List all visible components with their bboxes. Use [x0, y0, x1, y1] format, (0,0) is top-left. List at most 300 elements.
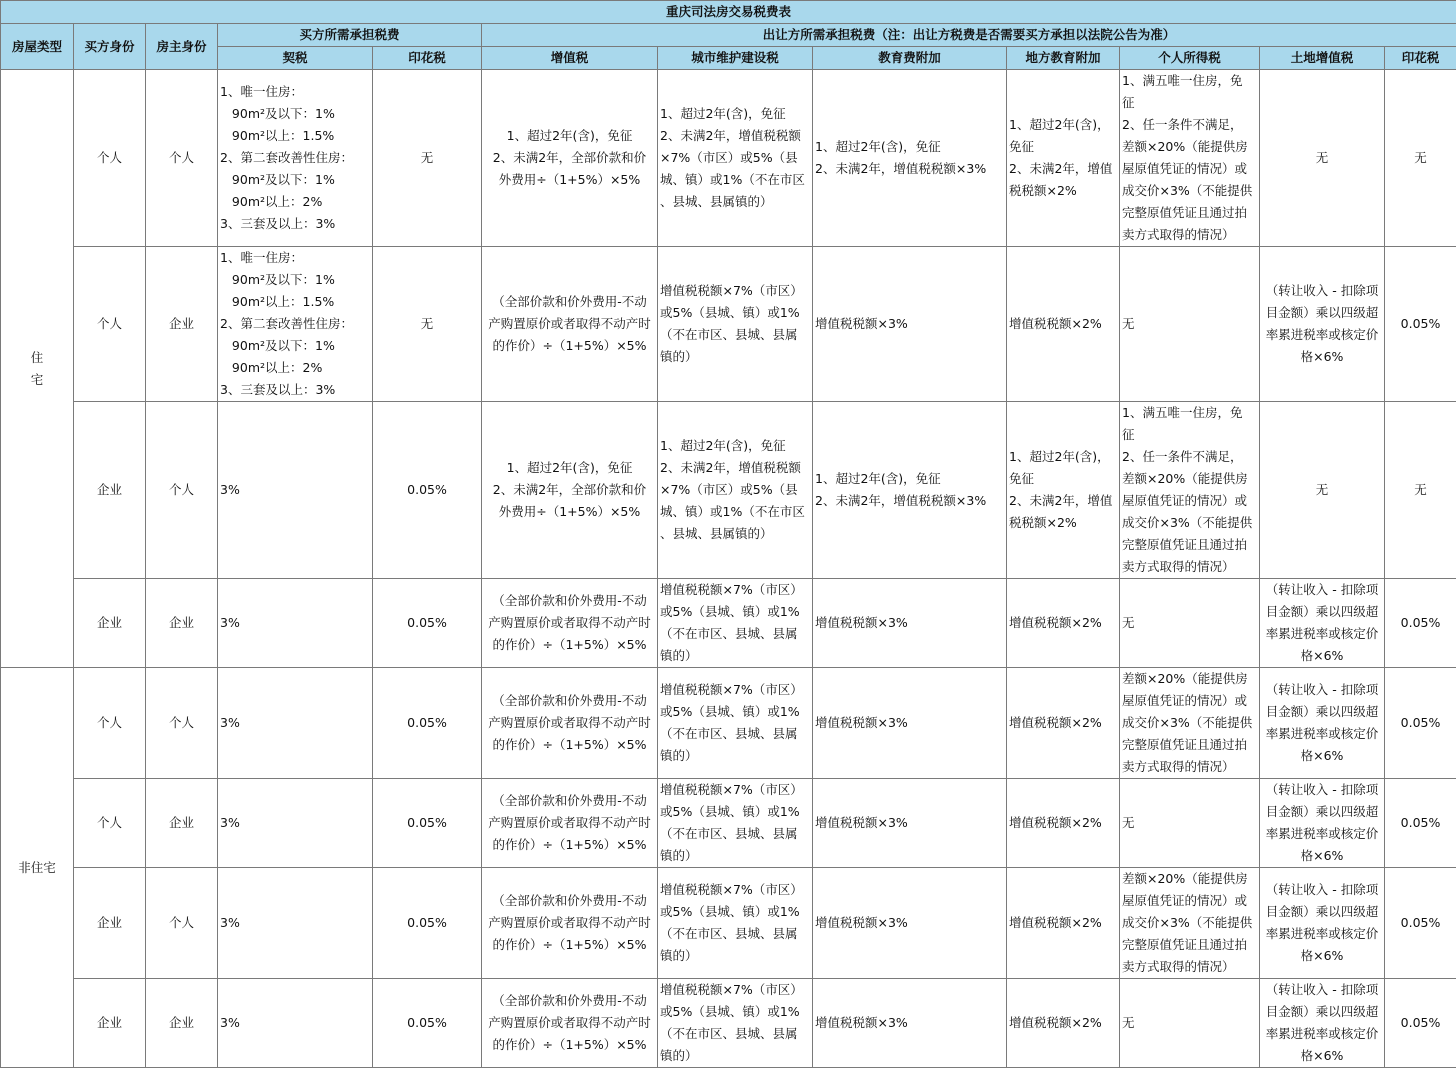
cell-line: 无: [1122, 612, 1257, 634]
cell-line: 2、未满2年，增值税税额: [660, 457, 810, 479]
edu-surcharge-cell: [813, 70, 1007, 247]
cell-line: 个人: [148, 712, 215, 734]
cell-line: ×7%（市区）或5%（县: [660, 147, 810, 169]
cell-line: 0.05%: [1387, 1012, 1454, 1034]
cell-line: （转让收入 - 扣除项: [1262, 579, 1382, 601]
header-buyer-taxes: 买方所需承担税费: [218, 24, 482, 47]
cell-line: 屋原值凭证的情况）或: [1122, 158, 1257, 180]
edu-surcharge-cell: [813, 779, 1007, 868]
cell-line: 1、超过2年(含)，免征: [660, 103, 810, 125]
owner-identity-cell: [146, 868, 218, 979]
cell-line: 征: [1122, 424, 1257, 446]
cell-line: 的作价）÷（1+5%）×5%: [484, 1034, 655, 1056]
cell-line: （不在市区、县城、县属: [660, 324, 810, 346]
header-edu-surcharge: 教育费附加: [813, 47, 1007, 70]
cell-line: 成交价×3%（不能提供: [1122, 512, 1257, 534]
table-row: [1, 868, 1456, 979]
cell-line: 增值税税额×2%: [1009, 313, 1117, 335]
urban-tax-cell: [658, 402, 813, 579]
stamp-tax-buyer-cell: [373, 979, 482, 1068]
cell-line: 增值税税额×7%（市区）: [660, 579, 810, 601]
cell-line: 无: [1122, 313, 1257, 335]
cell-line: 无: [1387, 479, 1454, 501]
cell-line: 3%: [220, 1012, 370, 1034]
cell-line: 屋原值凭证的情况）或: [1122, 690, 1257, 712]
cell-line: 2、未满2年，增值: [1009, 158, 1117, 180]
buyer-identity-cell: [74, 402, 146, 579]
cell-line: 企业: [148, 313, 215, 335]
urban-tax-cell: [658, 868, 813, 979]
cell-line: 1、唯一住房：: [220, 81, 370, 103]
cell-line: 无: [1387, 147, 1454, 169]
cell-line: 3%: [220, 812, 370, 834]
cell-line: 目金额）乘以四级超: [1262, 801, 1382, 823]
cell-line: 产购置原价或者取得不动产时: [484, 313, 655, 335]
local-edu-cell: [1007, 868, 1120, 979]
table-title: 重庆司法房交易税费表: [1, 1, 1456, 24]
deed-tax-cell: [218, 668, 373, 779]
header-stamp-tax-seller: 印花税: [1385, 47, 1456, 70]
header-vat: 增值税: [482, 47, 658, 70]
cell-line: 0.05%: [1387, 612, 1454, 634]
income-tax-cell: [1120, 668, 1260, 779]
cell-line: 格×6%: [1262, 645, 1382, 667]
cell-line: 90m²及以下：1%: [220, 269, 370, 291]
cell-line: 3%: [220, 479, 370, 501]
cell-line: 增值税税额×7%（市区）: [660, 979, 810, 1001]
cell-line: 0.05%: [375, 1012, 479, 1034]
cell-line: 0.05%: [375, 712, 479, 734]
cell-line: 2、未满2年，增值税税额: [660, 125, 810, 147]
cell-line: 卖方式取得的情况）: [1122, 756, 1257, 778]
owner-identity-cell: [146, 779, 218, 868]
cell-line: 税税额×2%: [1009, 512, 1117, 534]
urban-tax-cell: [658, 70, 813, 247]
cell-line: 增值税税额×3%: [815, 612, 1004, 634]
cell-line: 企业: [148, 1012, 215, 1034]
local-edu-cell: [1007, 668, 1120, 779]
cell-line: 个人: [76, 712, 143, 734]
cell-line: 1、超过2年(含)，免征: [815, 136, 1004, 158]
header-income-tax: 个人所得税: [1120, 47, 1260, 70]
cell-line: （全部价款和价外费用-不动: [484, 291, 655, 313]
deed-tax-cell: [218, 247, 373, 402]
table-row: [1, 979, 1456, 1068]
cell-line: 的作价）÷（1+5%）×5%: [484, 335, 655, 357]
cell-line: 外费用÷（1+5%）×5%: [484, 501, 655, 523]
table-row: [1, 668, 1456, 779]
cell-line: 免征: [1009, 468, 1117, 490]
cell-line: 90m²以上：1.5%: [220, 291, 370, 313]
cell-line: 1、超过2年(含)，: [1009, 114, 1117, 136]
cell-line: 2、未满2年，全部价款和价: [484, 479, 655, 501]
cell-line: 90m²及以下：1%: [220, 169, 370, 191]
cell-line: 90m²以上：2%: [220, 191, 370, 213]
cell-line: 0.05%: [375, 479, 479, 501]
cell-line: 率累进税率或核定价: [1262, 723, 1382, 745]
land-vat-cell: [1260, 779, 1385, 868]
buyer-identity-cell: [74, 779, 146, 868]
edu-surcharge-cell: [813, 247, 1007, 402]
cell-line: 成交价×3%（不能提供: [1122, 712, 1257, 734]
table-row: [1, 247, 1456, 402]
vat-cell: [482, 247, 658, 402]
cell-line: 0.05%: [375, 812, 479, 834]
cell-line: 的作价）÷（1+5%）×5%: [484, 734, 655, 756]
table-row: [1, 402, 1456, 579]
cell-line: 外费用÷（1+5%）×5%: [484, 169, 655, 191]
cell-line: （不在市区、县城、县属: [660, 823, 810, 845]
group-non-residential: [1, 668, 74, 1068]
cell-line: 产购置原价或者取得不动产时: [484, 912, 655, 934]
buyer-identity-cell: [74, 979, 146, 1068]
cell-line: 格×6%: [1262, 346, 1382, 368]
cell-line: 镇的）: [660, 745, 810, 767]
vat-cell: [482, 70, 658, 247]
cell-line: 90m²及以下：1%: [220, 103, 370, 125]
cell-line: 屋原值凭证的情况）或: [1122, 890, 1257, 912]
cell-line: 完整原值凭证且通过拍: [1122, 934, 1257, 956]
land-vat-cell: [1260, 868, 1385, 979]
cell-line: 企业: [76, 612, 143, 634]
cell-line: 2、第二套改善性住房：: [220, 313, 370, 335]
cell-line: 差额×20%（能提供房: [1122, 468, 1257, 490]
owner-identity-cell: [146, 247, 218, 402]
cell-line: 率累进税率或核定价: [1262, 823, 1382, 845]
cell-line: 率累进税率或核定价: [1262, 1023, 1382, 1045]
cell-line: 城、镇）或1%（不在市区: [660, 501, 810, 523]
cell-line: 0.05%: [1387, 912, 1454, 934]
cell-line: 住: [3, 347, 71, 369]
edu-surcharge-cell: [813, 402, 1007, 579]
cell-line: 目金额）乘以四级超: [1262, 901, 1382, 923]
header-buyer-identity: 买方身份: [74, 24, 146, 70]
land-vat-cell: [1260, 579, 1385, 668]
stamp-tax-seller-cell: [1385, 70, 1456, 247]
urban-tax-cell: [658, 979, 813, 1068]
vat-cell: [482, 579, 658, 668]
cell-line: 或5%（县城、镇）或1%: [660, 901, 810, 923]
cell-line: 格×6%: [1262, 845, 1382, 867]
land-vat-cell: [1260, 70, 1385, 247]
cell-line: 或5%（县城、镇）或1%: [660, 601, 810, 623]
cell-line: 完整原值凭证且通过拍: [1122, 534, 1257, 556]
cell-line: 90m²以上：2%: [220, 357, 370, 379]
land-vat-cell: [1260, 402, 1385, 579]
header-seller-taxes: 出让方所需承担税费（注：出让方税费是否需要买方承担以法院公告为准）: [482, 24, 1456, 47]
cell-line: 增值税税额×7%（市区）: [660, 679, 810, 701]
cell-line: 2、任一条件不满足，: [1122, 446, 1257, 468]
income-tax-cell: [1120, 402, 1260, 579]
cell-line: 1、满五唯一住房，免: [1122, 402, 1257, 424]
cell-line: （转让收入 - 扣除项: [1262, 979, 1382, 1001]
cell-line: 成交价×3%（不能提供: [1122, 912, 1257, 934]
cell-line: 2、未满2年，全部价款和价: [484, 147, 655, 169]
edu-surcharge-cell: [813, 868, 1007, 979]
cell-line: 格×6%: [1262, 745, 1382, 767]
urban-tax-cell: [658, 668, 813, 779]
header-owner-identity: 房主身份: [146, 24, 218, 70]
cell-line: 无: [1122, 812, 1257, 834]
buyer-identity-cell: [74, 70, 146, 247]
cell-line: 卖方式取得的情况）: [1122, 956, 1257, 978]
cell-line: 增值税税额×3%: [815, 712, 1004, 734]
edu-surcharge-cell: [813, 979, 1007, 1068]
cell-line: （全部价款和价外费用-不动: [484, 690, 655, 712]
deed-tax-cell: [218, 579, 373, 668]
cell-line: （全部价款和价外费用-不动: [484, 790, 655, 812]
cell-line: 率累进税率或核定价: [1262, 923, 1382, 945]
cell-line: 、县城、县属镇的）: [660, 191, 810, 213]
cell-line: 个人: [148, 479, 215, 501]
cell-line: 镇的）: [660, 346, 810, 368]
cell-line: （转让收入 - 扣除项: [1262, 879, 1382, 901]
cell-line: 屋原值凭证的情况）或: [1122, 490, 1257, 512]
income-tax-cell: [1120, 247, 1260, 402]
stamp-tax-buyer-cell: [373, 868, 482, 979]
group-residential: [1, 70, 74, 668]
header-land-vat: 土地增值税: [1260, 47, 1385, 70]
local-edu-cell: [1007, 402, 1120, 579]
cell-line: 个人: [76, 812, 143, 834]
cell-line: 0.05%: [375, 612, 479, 634]
cell-line: 3、三套及以上：3%: [220, 379, 370, 401]
cell-line: 个人: [148, 147, 215, 169]
deed-tax-cell: [218, 402, 373, 579]
cell-line: （转让收入 - 扣除项: [1262, 280, 1382, 302]
local-edu-cell: [1007, 979, 1120, 1068]
cell-line: 90m²及以下：1%: [220, 335, 370, 357]
income-tax-cell: [1120, 779, 1260, 868]
buyer-identity-cell: [74, 247, 146, 402]
cell-line: 增值税税额×3%: [815, 912, 1004, 934]
stamp-tax-seller-cell: [1385, 779, 1456, 868]
cell-line: 2、任一条件不满足，: [1122, 114, 1257, 136]
cell-line: 个人: [76, 313, 143, 335]
table-row: [1, 70, 1456, 247]
cell-line: 增值税税额×3%: [815, 1012, 1004, 1034]
cell-line: 无: [1262, 479, 1382, 501]
cell-line: 企业: [76, 1012, 143, 1034]
local-edu-cell: [1007, 579, 1120, 668]
deed-tax-cell: [218, 779, 373, 868]
local-edu-cell: [1007, 247, 1120, 402]
cell-line: 增值税税额×7%（市区）: [660, 280, 810, 302]
cell-line: 1、超过2年(含)，免征: [660, 435, 810, 457]
cell-line: 1、超过2年(含)，免征: [484, 457, 655, 479]
cell-line: （全部价款和价外费用-不动: [484, 890, 655, 912]
cell-line: 的作价）÷（1+5%）×5%: [484, 834, 655, 856]
income-tax-cell: [1120, 70, 1260, 247]
stamp-tax-seller-cell: [1385, 868, 1456, 979]
land-vat-cell: [1260, 979, 1385, 1068]
cell-line: 增值税税额×2%: [1009, 612, 1117, 634]
urban-tax-cell: [658, 779, 813, 868]
table-row: [1, 779, 1456, 868]
cell-line: 增值税税额×2%: [1009, 1012, 1117, 1034]
cell-line: 增值税税额×2%: [1009, 712, 1117, 734]
cell-line: 目金额）乘以四级超: [1262, 302, 1382, 324]
deed-tax-cell: [218, 868, 373, 979]
cell-line: 目金额）乘以四级超: [1262, 601, 1382, 623]
owner-identity-cell: [146, 402, 218, 579]
cell-line: 产购置原价或者取得不动产时: [484, 1012, 655, 1034]
cell-line: 产购置原价或者取得不动产时: [484, 612, 655, 634]
cell-line: 无: [375, 313, 479, 335]
cell-line: 0.05%: [375, 912, 479, 934]
cell-line: 3%: [220, 912, 370, 934]
cell-line: 0.05%: [1387, 712, 1454, 734]
cell-line: 企业: [148, 612, 215, 634]
cell-line: 的作价）÷（1+5%）×5%: [484, 934, 655, 956]
stamp-tax-seller-cell: [1385, 668, 1456, 779]
cell-line: （全部价款和价外费用-不动: [484, 590, 655, 612]
cell-line: （转让收入 - 扣除项: [1262, 779, 1382, 801]
cell-line: 率累进税率或核定价: [1262, 623, 1382, 645]
cell-line: 1、超过2年(含)，: [1009, 446, 1117, 468]
cell-line: 2、未满2年，增值: [1009, 490, 1117, 512]
stamp-tax-buyer-cell: [373, 70, 482, 247]
vat-cell: [482, 868, 658, 979]
cell-line: ×7%（市区）或5%（县: [660, 479, 810, 501]
buyer-identity-cell: [74, 579, 146, 668]
cell-line: 增值税税额×7%（市区）: [660, 779, 810, 801]
cell-line: 0.05%: [1387, 313, 1454, 335]
cell-line: 镇的）: [660, 845, 810, 867]
cell-line: 企业: [76, 912, 143, 934]
cell-line: （不在市区、县城、县属: [660, 623, 810, 645]
cell-line: 1、超过2年(含)，免征: [815, 468, 1004, 490]
edu-surcharge-cell: [813, 668, 1007, 779]
edu-surcharge-cell: [813, 579, 1007, 668]
stamp-tax-buyer-cell: [373, 402, 482, 579]
cell-line: 或5%（县城、镇）或1%: [660, 302, 810, 324]
cell-line: 城、镇）或1%（不在市区: [660, 169, 810, 191]
land-vat-cell: [1260, 668, 1385, 779]
cell-line: 格×6%: [1262, 945, 1382, 967]
cell-line: 差额×20%（能提供房: [1122, 668, 1257, 690]
cell-line: 无: [1262, 147, 1382, 169]
table-row: [1, 579, 1456, 668]
cell-line: 企业: [148, 812, 215, 834]
stamp-tax-buyer-cell: [373, 579, 482, 668]
cell-line: 1、唯一住房：: [220, 247, 370, 269]
vat-cell: [482, 402, 658, 579]
income-tax-cell: [1120, 579, 1260, 668]
header-local-edu: 地方教育附加: [1007, 47, 1120, 70]
stamp-tax-buyer-cell: [373, 247, 482, 402]
stamp-tax-buyer-cell: [373, 668, 482, 779]
cell-line: 1、满五唯一住房，免: [1122, 70, 1257, 92]
cell-line: 镇的）: [660, 1045, 810, 1067]
cell-line: 3%: [220, 712, 370, 734]
cell-line: 2、第二套改善性住房：: [220, 147, 370, 169]
cell-line: 90m²以上：1.5%: [220, 125, 370, 147]
cell-line: 1、超过2年(含)，免征: [484, 125, 655, 147]
income-tax-cell: [1120, 979, 1260, 1068]
cell-line: 无: [375, 147, 479, 169]
local-edu-cell: [1007, 779, 1120, 868]
buyer-identity-cell: [74, 668, 146, 779]
cell-line: 征: [1122, 92, 1257, 114]
cell-line: 完整原值凭证且通过拍: [1122, 734, 1257, 756]
cell-line: 个人: [148, 912, 215, 934]
stamp-tax-seller-cell: [1385, 402, 1456, 579]
header-house-type: 房屋类型: [1, 24, 74, 70]
cell-line: 、县城、县属镇的）: [660, 523, 810, 545]
land-vat-cell: [1260, 247, 1385, 402]
deed-tax-cell: [218, 979, 373, 1068]
cell-line: （不在市区、县城、县属: [660, 923, 810, 945]
cell-line: 镇的）: [660, 645, 810, 667]
cell-line: 产购置原价或者取得不动产时: [484, 812, 655, 834]
cell-line: 目金额）乘以四级超: [1262, 701, 1382, 723]
cell-line: 差额×20%（能提供房: [1122, 136, 1257, 158]
cell-line: 增值税税额×3%: [815, 313, 1004, 335]
table-body: [1, 70, 1456, 1068]
cell-line: 3%: [220, 612, 370, 634]
cell-line: 增值税税额×3%: [815, 812, 1004, 834]
cell-line: 完整原值凭证且通过拍: [1122, 202, 1257, 224]
header-deed-tax: 契税: [218, 47, 373, 70]
cell-line: 镇的）: [660, 945, 810, 967]
vat-cell: [482, 779, 658, 868]
cell-line: 免征: [1009, 136, 1117, 158]
cell-line: 格×6%: [1262, 1045, 1382, 1067]
cell-line: 成交价×3%（不能提供: [1122, 180, 1257, 202]
cell-line: 卖方式取得的情况）: [1122, 224, 1257, 246]
urban-tax-cell: [658, 579, 813, 668]
cell-line: 企业: [76, 479, 143, 501]
cell-line: 增值税税额×2%: [1009, 912, 1117, 934]
local-edu-cell: [1007, 70, 1120, 247]
urban-tax-cell: [658, 247, 813, 402]
owner-identity-cell: [146, 979, 218, 1068]
cell-line: 的作价）÷（1+5%）×5%: [484, 634, 655, 656]
cell-line: 0.05%: [1387, 812, 1454, 834]
cell-line: 或5%（县城、镇）或1%: [660, 801, 810, 823]
vat-cell: [482, 668, 658, 779]
cell-line: （不在市区、县城、县属: [660, 1023, 810, 1045]
vat-cell: [482, 979, 658, 1068]
cell-line: 或5%（县城、镇）或1%: [660, 1001, 810, 1023]
cell-line: 宅: [3, 369, 71, 391]
income-tax-cell: [1120, 868, 1260, 979]
cell-line: （不在市区、县城、县属: [660, 723, 810, 745]
stamp-tax-buyer-cell: [373, 779, 482, 868]
cell-line: 3、三套及以上：3%: [220, 213, 370, 235]
cell-line: 非住宅: [3, 857, 71, 879]
cell-line: 无: [1122, 1012, 1257, 1034]
cell-line: 目金额）乘以四级超: [1262, 1001, 1382, 1023]
cell-line: 2、未满2年，增值税税额×3%: [815, 158, 1004, 180]
stamp-tax-seller-cell: [1385, 979, 1456, 1068]
header-urban-tax: 城市维护建设税: [658, 47, 813, 70]
deed-tax-cell: [218, 70, 373, 247]
cell-line: 增值税税额×2%: [1009, 812, 1117, 834]
stamp-tax-seller-cell: [1385, 579, 1456, 668]
header-stamp-tax-buyer: 印花税: [373, 47, 482, 70]
cell-line: 率累进税率或核定价: [1262, 324, 1382, 346]
owner-identity-cell: [146, 579, 218, 668]
buyer-identity-cell: [74, 868, 146, 979]
owner-identity-cell: [146, 70, 218, 247]
cell-line: 卖方式取得的情况）: [1122, 556, 1257, 578]
cell-line: 个人: [76, 147, 143, 169]
cell-line: （转让收入 - 扣除项: [1262, 679, 1382, 701]
stamp-tax-seller-cell: [1385, 247, 1456, 402]
cell-line: 差额×20%（能提供房: [1122, 868, 1257, 890]
